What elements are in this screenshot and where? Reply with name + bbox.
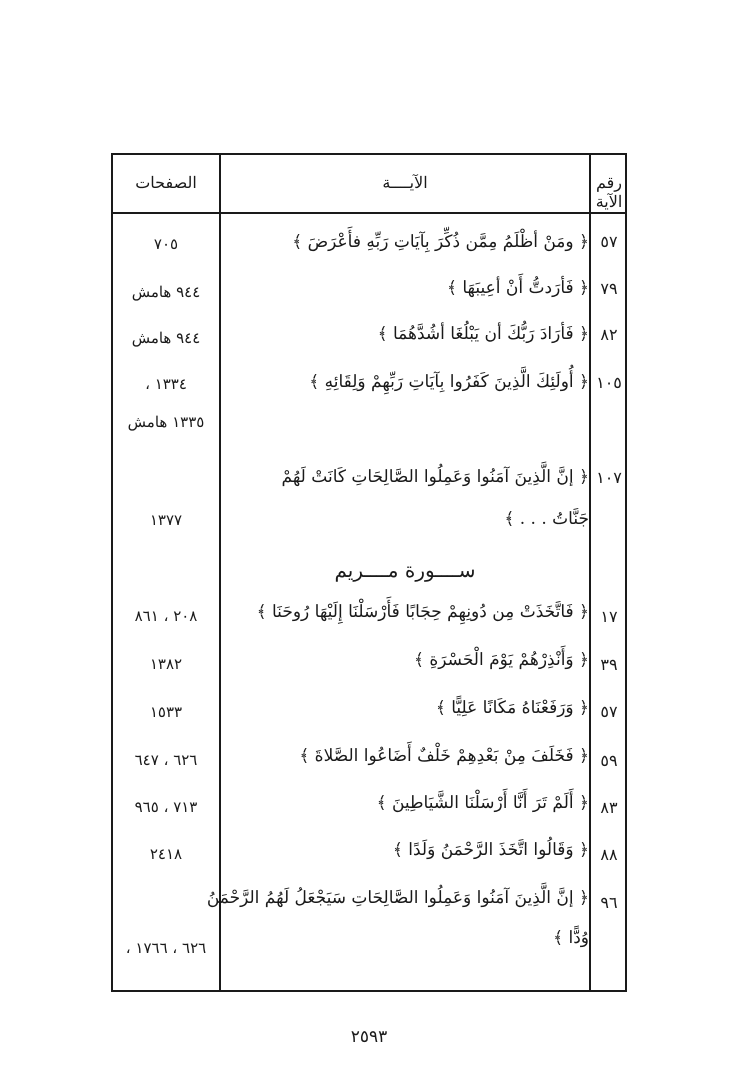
page-refs: ١٥٣٣ (149, 703, 183, 721)
page-refs: ١٣٣٤ ، (145, 375, 187, 393)
verse-text: ﴿ ومَنْ أظْلَمُ مِمَّن ذُكِّرَ بِآيَاتِ رَبِّهِ فأَعْرَضَ ﴾ (292, 232, 589, 252)
verse-number: ٥٧ (600, 232, 618, 251)
verse-text-continued: وُدًّا ﴾ (553, 928, 589, 948)
verse-number: ١٠٥ (596, 373, 622, 392)
header-verse-number: رقم الآية (595, 173, 623, 211)
page-refs: ٩٤٤ هامش (131, 283, 201, 301)
verse-number: ٩٦ (600, 893, 618, 912)
verse-text: ﴿ أَلَمْ تَرَ أَنَّا أَرْسَلْنَا الشَّيَاطِينَ ﴾ (376, 793, 589, 813)
verse-number: ٣٩ (600, 655, 618, 674)
verse-text: ﴿ وَأَنْذِرْهُمْ يَوْمَ الْحَسْرَةِ ﴾ (414, 650, 589, 670)
page-refs: ١٣٧٧ (149, 511, 183, 529)
header-pages: الصفحات (135, 173, 197, 192)
header-verse: الآيــــة (382, 173, 428, 192)
verse-number: ٨٢ (600, 325, 618, 344)
page-number: ٢٥٩٣ (350, 1027, 388, 1047)
verse-number: ٨٣ (600, 798, 618, 817)
verse-number: ٥٩ (600, 751, 618, 770)
verse-text-continued: جَنَّاتُ . . . ﴾ (504, 509, 589, 529)
verse-text: ﴿ إنَّ الَّذِينَ آمَنُوا وَعَمِلُوا الصَّالِحَاتِ سَيَجْعَلُ لَهُمُ الرَّحْمَنُ (206, 888, 589, 908)
page-refs: ٧١٣ ، ٩٦٥ (134, 798, 198, 816)
verse-text: ﴿ فَخَلَفَ مِنْ بَعْدِهِمْ خَلْفٌ أَضَاعُوا الصَّلاةَ ﴾ (299, 746, 589, 766)
verse-text: ﴿ فَأرَدتُّ أَنْ أعِيبَهَا ﴾ (447, 278, 589, 298)
header-divider (113, 212, 625, 214)
verse-number: ١٠٧ (596, 468, 622, 487)
page-refs-continued: ١٣٣٥ هامش (127, 413, 205, 431)
verse-text: ﴿ وَرَفَعْنَاهُ مَكَانًا عَلِيًّا ﴾ (435, 698, 589, 718)
page-refs: ٦٢٦ ، ٦٤٧ (134, 751, 198, 769)
verse-number: ١٧ (600, 607, 618, 626)
index-table (111, 153, 627, 992)
page-refs: ٢٤١٨ (149, 845, 183, 863)
verse-text: ﴿ وَقَالُوا اتَّخَذَ الرَّحْمَنُ وَلَدًا ﴾ (392, 840, 589, 860)
page-refs: ٧٠٥ (153, 235, 179, 253)
verse-number: ٥٧ (600, 702, 618, 721)
verse-text: ﴿ أُولَئِكَ الَّذِينَ كَفَرُوا بِآيَاتِ رَبِّهِمْ وَلِقَائِهِ ﴾ (309, 372, 589, 392)
verse-number: ٧٩ (600, 279, 618, 298)
page-refs: ١٣٨٢ (149, 655, 183, 673)
surah-heading: ســــورة مــــريم (334, 558, 476, 582)
page-refs: ٦٢٦ ، ١٧٦٦ ، (125, 939, 207, 957)
page-refs: ٩٤٤ هامش (131, 329, 201, 347)
verse-text: ﴿ إنَّ الَّذِينَ آمَنُوا وَعَمِلُوا الصَّالِحَاتِ كَانَتْ لَهُمْ (281, 467, 589, 487)
verse-number: ٨٨ (600, 845, 618, 864)
verse-text: ﴿ فَاتَّخَذَتْ مِن دُونِهِمْ حِجَابًا فَأَرْسَلْنَا إِلَيْهَا رُوحَنَا ﴾ (256, 602, 589, 622)
page-refs: ٢٠٨ ، ٨٦١ (134, 607, 198, 625)
verse-text: ﴿ فَأرَادَ رَبُّكَ أن يَبْلُغَا أشُدَّهُمَا ﴾ (377, 324, 589, 344)
